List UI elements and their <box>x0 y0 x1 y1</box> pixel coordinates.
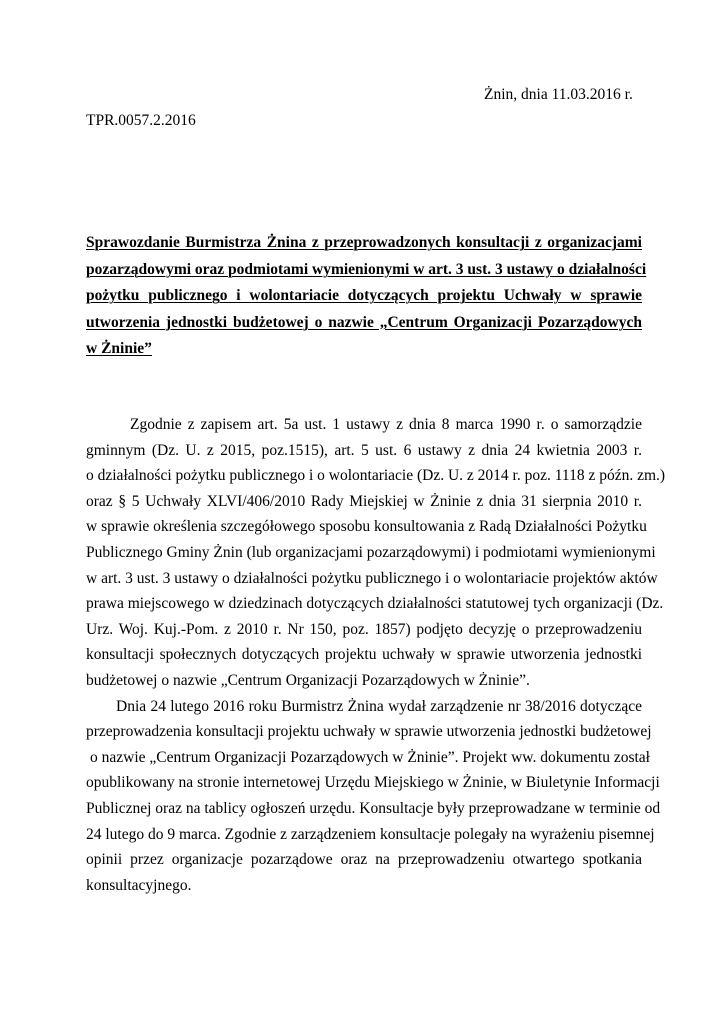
text-line: o działalności pożytku publicznego i o wolontariacie (Dz. U. z 2014 r. poz. 1118 z późn. zm.) <box>86 467 666 485</box>
title-line: pozarządowymi oraz podmiotami wymienionymi w art. 3 ust. 3 ustawy o działalności <box>86 260 647 278</box>
text-line: konsultacyjnego. <box>86 876 192 894</box>
reference-number: TPR.0057.2.2016 <box>86 112 196 129</box>
title-line: Sprawozdanie Burmistrza Żnina z przeprowadzonych konsultacji z organizacjami <box>86 234 642 251</box>
text-line: konsultacji społecznych dotyczących projektu uchwały w sprawie utworzenia jednostki <box>86 646 642 664</box>
text-line: budżetowej o nazwie „Centrum Organizacji Pozarządowych w Żninie”. <box>86 671 530 689</box>
report-body <box>86 412 666 898</box>
place-date: Żnin, dnia 11.03.2016 r. <box>484 86 633 103</box>
text-line: przeprowadzenia konsultacji projektu uchwały w sprawie utworzenia jednostki budżetowej <box>86 723 652 741</box>
title-line: w Żninie” <box>86 340 152 358</box>
title-line: pożytku publicznego i wolontariacie dotyczących projektu Uchwały w sprawie <box>86 287 642 305</box>
title-line: utworzenia jednostki budżetowej o nazwie „Centrum Organizacji Pozarządowych <box>86 313 642 331</box>
text-line: opublikowany na stronie internetowej Urzędu Miejskiego w Żninie, w Biuletynie Informacji <box>86 774 660 792</box>
text-line: Publicznej oraz na tablicy ogłoszeń urzędu. Konsultacje były przeprowadzane w terminie od <box>86 799 661 817</box>
paragraph-1 <box>86 412 666 694</box>
report-title <box>86 230 647 363</box>
text-line: opinii przez organizacje pozarządowe oraz na przeprowadzeniu otwartego spotkania <box>86 851 642 869</box>
text-line: w art. 3 ust. 3 ustawy o działalności pożytku publicznego i o wolontariacie projektów aktów <box>86 569 658 587</box>
text-line: o nazwie „Centrum Organizacji Pozarządowych w Żninie”. Projekt ww. dokumentu został <box>90 748 650 766</box>
paragraph-2 <box>86 694 661 899</box>
text-line: oraz § 5 Uchwały XLVI/406/2010 Rady Miejskiej w Żninie z dnia 31 sierpnia 2010 r. <box>86 492 642 510</box>
text-line: 24 lutego do 9 marca. Zgodnie z zarządzeniem konsultacje polegały na wyrażeniu pisemnej <box>86 825 655 843</box>
text-line: prawa miejscowego w dziedzinach dotyczących działalności statutowej tych organizacji (Dz. <box>86 595 664 613</box>
text-line: gminnym (Dz. U. z 2015, poz.1515), art. 5 ust. 6 ustawy z dnia 24 kwietnia 2003 r. <box>86 441 642 459</box>
text-line: Zgodnie z zapisem art. 5a ust. 1 ustawy z dnia 8 marca 1990 r. o samorządzie <box>130 416 642 433</box>
text-line: Urz. Woj. Kuj.-Pom. z 2010 r. Nr 150, poz. 1857) podjęto decyzję o przeprowadzeniu <box>86 620 642 638</box>
text-line: w sprawie określenia szczegółowego sposobu konsultowania z Radą Działalności Pożytku <box>86 518 647 536</box>
text-line: Publicznego Gminy Żnin (lub organizacjami pozarządowymi) i podmiotami wymienionymi <box>86 543 656 561</box>
text-line: Dnia 24 lutego 2016 roku Burmistrz Żnina wydał zarządzenie nr 38/2016 dotyczące <box>116 697 642 715</box>
